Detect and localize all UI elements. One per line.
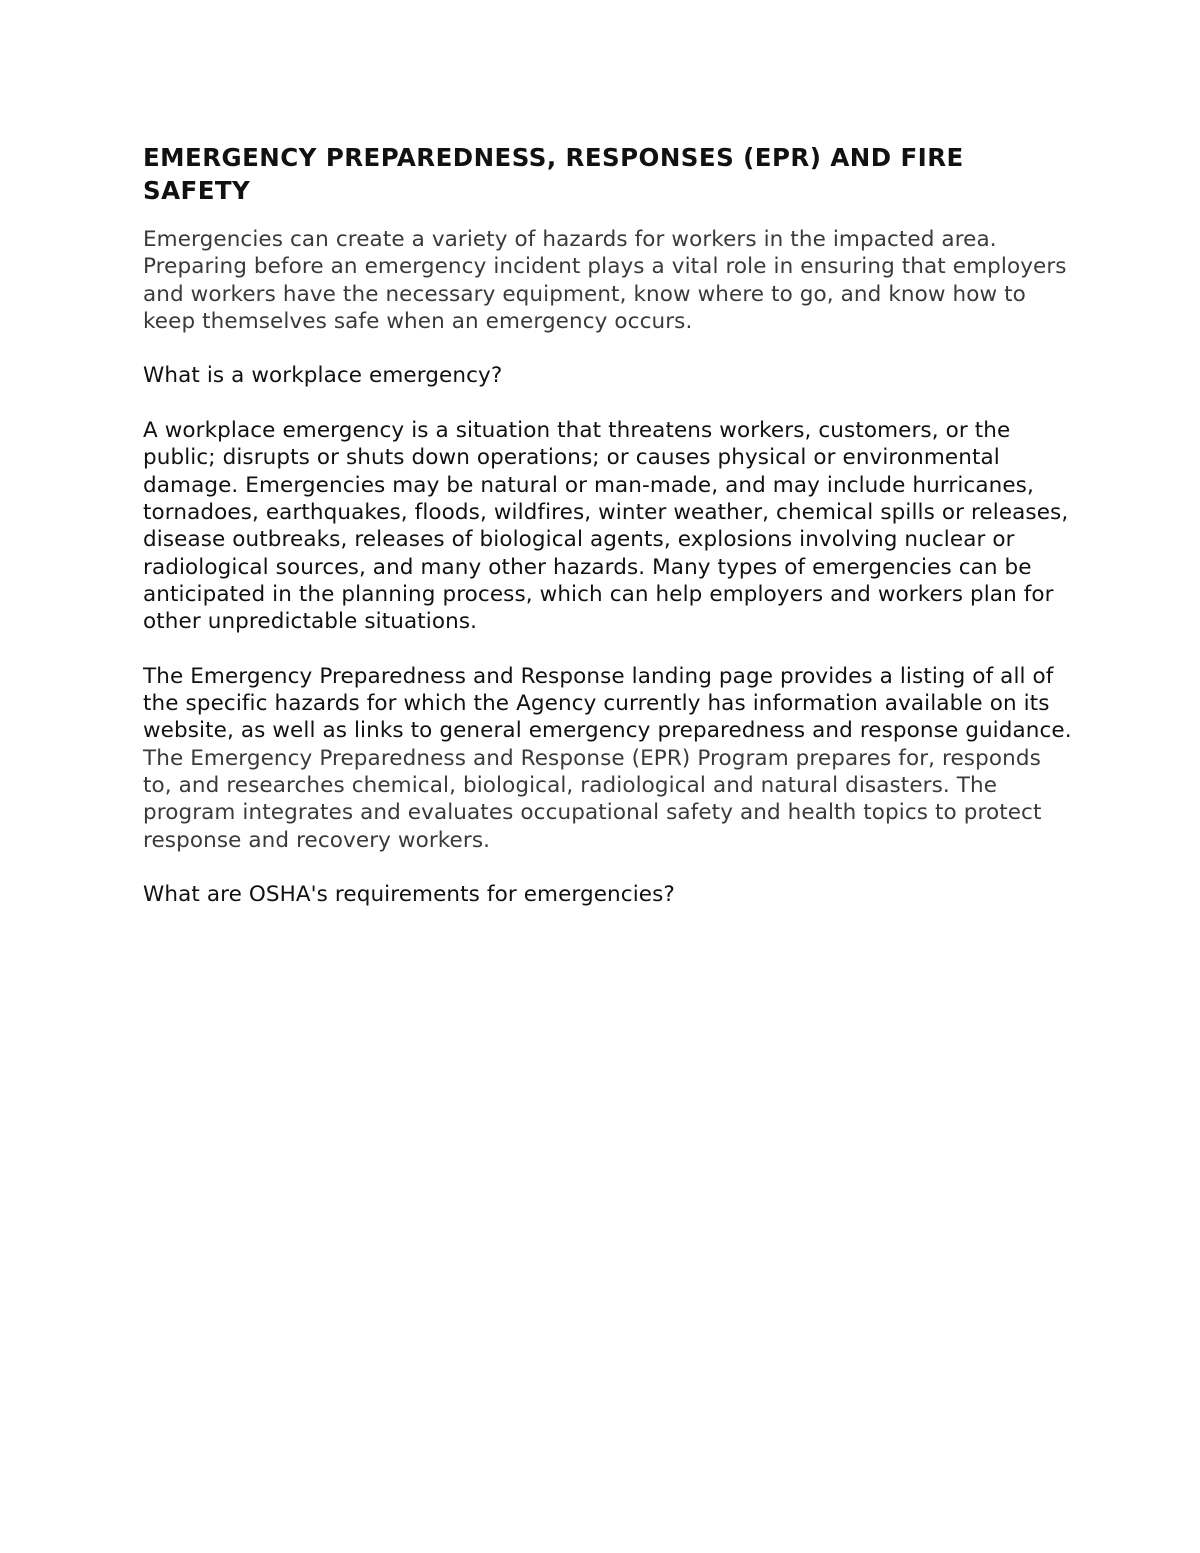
document-title: EMERGENCY PREPAREDNESS, RESPONSES (EPR) AND FIRE SAFETY <box>143 143 964 205</box>
landing-page-paragraph: The Emergency Preparedness and Response landing page provides a listing of all of the specific hazards for which the Agency currently has information available on its website, as well as links to general emergency preparedness and response guidance. <box>143 663 1072 744</box>
question-osha-requirements: What are OSHA's requirements for emergencies? <box>143 882 675 908</box>
document-body <box>143 141 1073 908</box>
epr-program-paragraph: The Emergency Preparedness and Response (EPR) Program prepares for, responds to, and researches chemical, biological, radiological and natural disasters. The program integrates and evaluates occupational safety and health topics to protect response and recovery workers. <box>143 745 1042 853</box>
answer-workplace-emergency: A workplace emergency is a situation that threatens workers, customers, or the public; disrupts or shuts down operations; or causes physical or environmental damage. Emergencies may be natural or man-made, and may include hurricanes, tornadoes, earthquakes, floods, wildfires, winter weather, chemical spills or releases, disease outbreaks, releases of biological agents, explosions involving nuclear or radiological sources, and many other hazards. Many types of emergencies can be anticipated in the planning process, which can help employers and workers plan for other unpredictable situations. <box>143 418 1069 635</box>
intro-paragraph: Emergencies can create a variety of hazards for workers in the impacted area. Preparing before an emergency incident plays a vital role in ensuring that employers and workers have the necessary equipment, know where to go, and know how to keep themselves safe when an emergency occurs. <box>143 227 1067 334</box>
question-workplace-emergency: What is a workplace emergency? <box>143 363 503 389</box>
